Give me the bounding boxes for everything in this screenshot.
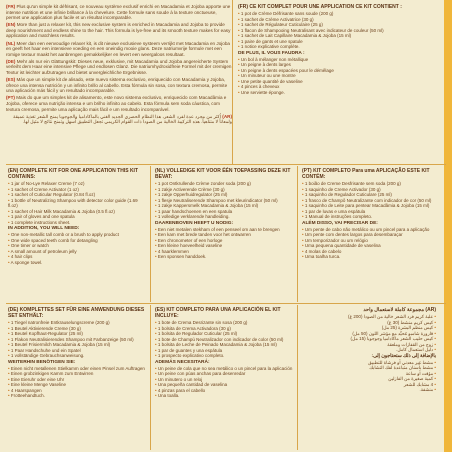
list-item: • One non-metallic tall comb or a brush to apply product [8,232,146,238]
list-item: • 1 paire de gants et une spatule [238,39,430,45]
list-item: • 1 zakje Opperhuidregulator (25 ml) [155,192,293,198]
list-item: • Um pente com dentes largos para desembaraçar [302,232,436,238]
list-item: • 1 sachet de Régulateur Cuticulaire (25 g) [238,22,430,28]
list-item: • Um temporizador ou um relógio [302,238,436,244]
list-item: • 4 مشابك للشعر [302,382,436,388]
list-item: • زوج من القفازات وملعقة [302,342,436,348]
kit-de [4,305,150,450]
list-item: • 1 pot Ontkrullende Crème zonder soda (200 g) [155,181,293,187]
intro-nl: (NL) Meer dan een eenvoudige relaxer kit, is dit nieuwe exclusieve systeem verrijkt met Macadamia en Jojoba en geeft het haar een intensieve voeding en een oneindig mooie glans. Deze natriumvrije formule met een romige textuur maakt het aanbrengen gemakkelijker en levert een weergaloos resultaat. [6,40,230,57]
intro-es: (ES) Más que un simple kit de alisado, este nuevo sistema exclusivo, enriquecido con Macadamia y Jojoba, ofrece una intensa nutrición y un infinito brillo al cabello. Esta fórmula sin sosa, con textura cremosa, permite una aplicación más fácil y un resultado incomparable. [6,77,228,94]
list-item: • مؤقت أو ساعة [302,371,436,377]
kit-es-items [155,320,293,359]
kit-en-sub: IN ADDITION, YOU WILL NEED: [8,226,80,231]
list-item: • Une petite quantité de vaseline [238,79,430,85]
list-item: • 4 Haarspangen [8,388,146,394]
list-item: • 1 flesje Neutraliserende Shampoo met kleurindicator (50 ml) [155,198,293,204]
divider [6,303,446,304]
kit-ar-subitems [302,360,436,393]
list-item: • 1 Paar Handschuhe und ein Spatel [8,348,146,354]
list-item: • Um pente de cabo não metálico ou um pincel para a aplicação [302,227,436,233]
list-item: • 1 volledige verklarende handleiding. [155,214,293,220]
intro-pt: (PT) Mais do que um simples kit de alisamento, este novo sistema exclusivo, enriquecido com Macadâmia e Jojoba, oferece uma nutrição intensa e um brilho infinito ao cabelo. Esta fórmula sem soda cáustica, com textura cremosa, permite uma aplicação mais fácil e um resultado incomparável. [6,95,227,112]
kit-de-title: (DE) KOMPLETTES SET FÜR EINE ANWENDUNG DIESES SET ENTHÄLT: [8,307,145,319]
list-item: • Una toalla. [155,393,293,399]
kit-ar-items [302,314,436,353]
kit-ar-title: (AR) مجموعة كاملة لاستعمال واحد [363,307,436,313]
list-item: • 1 Flakon Neutralisierendes Shampoo mit Farbanzeige (50 ml) [8,337,146,343]
kit-pt-title: (PT) KIT COMPLETO Para uma APLICAÇÃO ESTE KIT CONTÉM: [302,168,430,180]
kit-de-items [8,320,146,359]
list-item: • Un peigne à dents larges [238,62,430,68]
list-item: • Un minutero o un reloj [155,377,293,383]
kit-pt [298,166,440,302]
kit-pt-items [302,181,436,220]
kit-ar [298,305,440,450]
kit-es [151,305,297,450]
kit-nl [151,166,297,302]
kit-nl-subitems [155,227,293,260]
list-item: • One timer or watch [8,243,146,249]
list-item: • 1 jar of No-Lye Relaxer Creme (7 oz) [8,181,146,187]
kit-nl-title: (NL) VOLLEDIGE KIT VOOR ÉÉN TOEPASSING DEZE KIT BEVAT: [155,168,291,180]
list-item: • 1 par de guantes y una espátula [155,348,293,354]
list-item: • كيس كريم منشط (30 غ) [302,320,436,326]
kit-fr [234,2,434,162]
list-item: • 1 saquinho de Regulador Cuticulare (25 ml) [302,192,436,198]
kit-de-sub: WEITERHIN BENÖTIGEN SIE: [8,359,76,365]
list-item: • Un peigne à dents espacées pour le démêlage [238,68,430,74]
list-item: • 1 zakje Kappersmelk Macadamia & Jojoba (15 ml) [155,203,293,209]
list-item: • 1 Manual de instruções completo. [302,214,436,220]
list-item: • Een sponsen handdoek. [155,254,293,260]
kit-pt-sub: ALÉM DISSO, VAI PRECISAR DE: [302,220,378,226]
kit-ar-sub: بالإضافة إلى ذلك ستحتاجون إلى: [371,353,436,359]
list-item: • 1 saquinho de Leite para pentear Macadâmia & Jojoba (15 ml) [302,203,436,209]
divider [232,0,233,164]
list-item: • دليل استعمال كامل. [302,347,436,353]
intro-fr: (FR) Plus qu'un simple kit défrisant, ce nouveau système exclusif enrichi en Macadamia et Jojoba apporte une intense nutrition et une infinie brillance à la chevelure. Cette formule sans soude à la texture onctueuse, permet une application plus facile et un résultat incomparable. [6,4,231,21]
intro-block [6,4,232,126]
list-item: • One wide spaced teeth comb for detangling [8,238,146,244]
kit-pt-subitems [302,227,436,260]
list-item: • علبة كريم فرد الشعر خالية من الصودا (200 غ) [302,314,436,320]
list-item: • Une serviette éponge. [238,90,430,96]
list-item: • 1 Tiegel natronfreie Entkrauselungscreme (200 g) [8,320,146,326]
list-item: • 4 haarklemmen [155,249,293,255]
list-item: • 1 frasco de Champô Neutralizante com indicador de cor (50 ml) [302,198,436,204]
list-item: • 4 hair clips [8,254,146,260]
kit-fr-subitems [238,57,430,96]
list-item: • 1 sachet of Creme Activator (1 oz) [8,187,146,193]
kit-en-subitems [8,232,146,265]
kit-fr-title: (FR) CE KIT COMPLET POUR UNE APPLICATION CE KIT CONTIENT : [238,4,402,10]
list-item: • منشفة. [302,387,436,393]
kit-en [4,166,150,302]
list-item: • A sponge towel. [8,260,146,266]
list-item: • Een kleine hoeveelheid vaseline [155,243,293,249]
list-item: • Een chronometer of een horloge [155,238,293,244]
side-accent-bar [444,0,452,452]
list-item: • Un peine con púas anchas para desenredar [155,371,293,377]
list-item: • مشط غير معدني أو فرشاة للتطبيق [302,360,436,366]
list-item: • 1 Beutel Frisiermilch Macadamia & Jojoba (15 ml) [8,342,146,348]
list-item: • Uma pequena quantidade de vaselina [302,243,436,249]
kit-es-subitems [155,366,293,399]
list-item: • Einen grobzinkigen Kamm zum Entwirren [8,371,146,377]
list-item: • Uma toalha turca. [302,254,436,260]
list-item: • 1 bolsita de Regulador Cuticular (25 ml) [155,331,293,337]
list-item: • Eine Eieruhr oder eine Uhr [8,377,146,383]
list-item: • Een niet metalen stekham of een penseel om aan te brengen [155,227,293,233]
list-item: • قارورة شامبو مُحيِّد مع مؤشر اللون (50 مل) [302,331,436,337]
list-item: • 4 pinces à cheveux [238,84,430,90]
list-item: • 1 sachet of Cuticular Regulator (0.84 fl.oz) [8,192,146,198]
list-item: • 4 pinzas para el cabello [155,388,293,394]
list-item: • 1 bottle of Neutralizing Shampoo with detector color guide (1.69 fl.oz) [8,198,146,209]
list-item: • 1 flacon de Shampooing Neutralisant avec indicateur de couleur (50 ml) [238,28,430,34]
intro-ar: AR) أكثر من مجرد عدة لفرد الشعر، هذا النظام الحصري الجديد الغني بالماكاداميا والجوجوبا يمنح الشعر تغذية عميقة ولمعاناً لا متناهياً. هذه التركيبة الخالية من الصودا ذات القوام الكريمي تجعل التطبيق أسهل وتمنح نتائج لا مثيل لها. [13,113,232,125]
kit-nl-items [155,181,293,220]
kit-en-items [8,181,146,225]
list-item: • 1 zakje Activerende Crème (30 g) [155,187,293,193]
list-item: • 1 par de luvas e uma espátula [302,209,436,215]
divider [6,164,446,165]
list-item: • 4 molas de cabelo [302,249,436,255]
intro-de: (DE) Mehr als nur ein Glättungskit: Dieses neue, exklusive, mit Macadamia und Jojoba angereicherte System verleiht dem Haar eine intensive Pflege und endlosen Glanz. Die natriumhydroxidfreie Formel mit der cremigen Textur ist leichter aufzutragen und bietet unvergleichliche Ergebnisse. [6,58,232,76]
list-item: • Een kam met brede tanden voor het ontwarren [155,232,293,238]
list-item: • 1 sachet of Hair Milk Macadamia & Jojoba (0.5 fl.oz) [8,209,146,215]
list-item: • 1 bote de Champú Neutralizador con indicador de color (50 ml) [155,337,293,343]
list-item: • 1 bolsita de Crema Activadora (30 g) [155,326,293,332]
intro-en: (EN) More than just a relaxer kit, this new exclusive system is enriched in Macadamia and Jojoba to provide deep nourishment and endless shine to the hair. This formula is lye-free and its smooth texture makes for easy application and matchless results. [6,22,231,39]
kit-fr-sub: DE PLUS, IL VOUS FAUDRA : [238,50,305,56]
list-item: • Eine kleine Menge Vaseline [8,382,146,388]
list-item: • 1 saquinho de Creme Activador (30 g) [302,187,436,193]
list-item: • Frotteehandtuch. [8,393,146,399]
list-item: • Un peine de cola que no sea metálico o un pincel para la aplicación [155,366,293,372]
list-item: • 1 sachet de Lait Capillaire Macadamia & Jojoba (15 ml) [238,33,430,39]
list-item: • 1 Beutel Aktivierende Creme (30 g) [8,326,146,332]
list-item: • 1 prospecto explicativo completo. [155,353,293,359]
list-item: • 1 bolsita de Leche de Peinado Macadamia & Jojoba (15 ml) [155,342,293,348]
kit-de-subitems [8,366,146,399]
kit-es-title: (ES) KIT COMPLETO PARA UNA APLICACIÓN EL KIT INCLUYE: [155,307,281,319]
list-item: • كيس منظم البشرة (25 مل) [302,325,436,331]
list-item: • 1 paar handschoenen en een spatula [155,209,293,215]
list-item: • 1 notice explicative complète. [238,44,430,50]
kit-es-sub: ADEMÁS NECESITARÁ: [155,359,210,365]
list-item: • Einen nicht metallenen Stielkamm oder einen Pinsel zum Auftragen [8,366,146,372]
list-item: • كمية صغيرة من الفازلين [302,376,436,382]
list-item: • Un minuteur ou une montre [238,73,430,79]
list-item: • 1 sachet de Crème Activatrice (30 g) [238,17,430,23]
list-item: • 1 pot de Crème Défrisante sans soude (200 g) [238,11,430,17]
list-item: • A small amount of petroleum jelly [8,249,146,255]
list-item: • 1 boião de Creme Desfrisante sem soda (200 g) [302,181,436,187]
list-item: • كيس حليب الشعر ماكاداميا وجوجوبا (15 مل) [302,336,436,342]
list-item: • 1 pair of gloves and one spatula [8,214,146,220]
list-item: • 1 Beutel Kopfhaut-Regulator (25 ml) [8,331,146,337]
list-item: • Una pequeña cantidad de vaselina [155,382,293,388]
list-item: • 1 vollständige Gebrauchsanweisung. [8,353,146,359]
kit-nl-sub: DAARENBOVEN HEEFT U NODIG: [155,220,234,226]
kit-en-title: (EN) COMPLETE KIT FOR ONE APPLICATION THIS KIT CONTAINS: [8,168,138,180]
kit-fr-items [238,11,430,50]
list-item: • 1 complete instructions sheet. [8,220,146,226]
list-item: • مشط بأسنان متباعدة لفك التشابك [302,365,436,371]
list-item: • 1 bote de Crema Desrizante sin sosa (200 g) [155,320,293,326]
list-item: • Un bol à mélanger non métallique [238,57,430,63]
